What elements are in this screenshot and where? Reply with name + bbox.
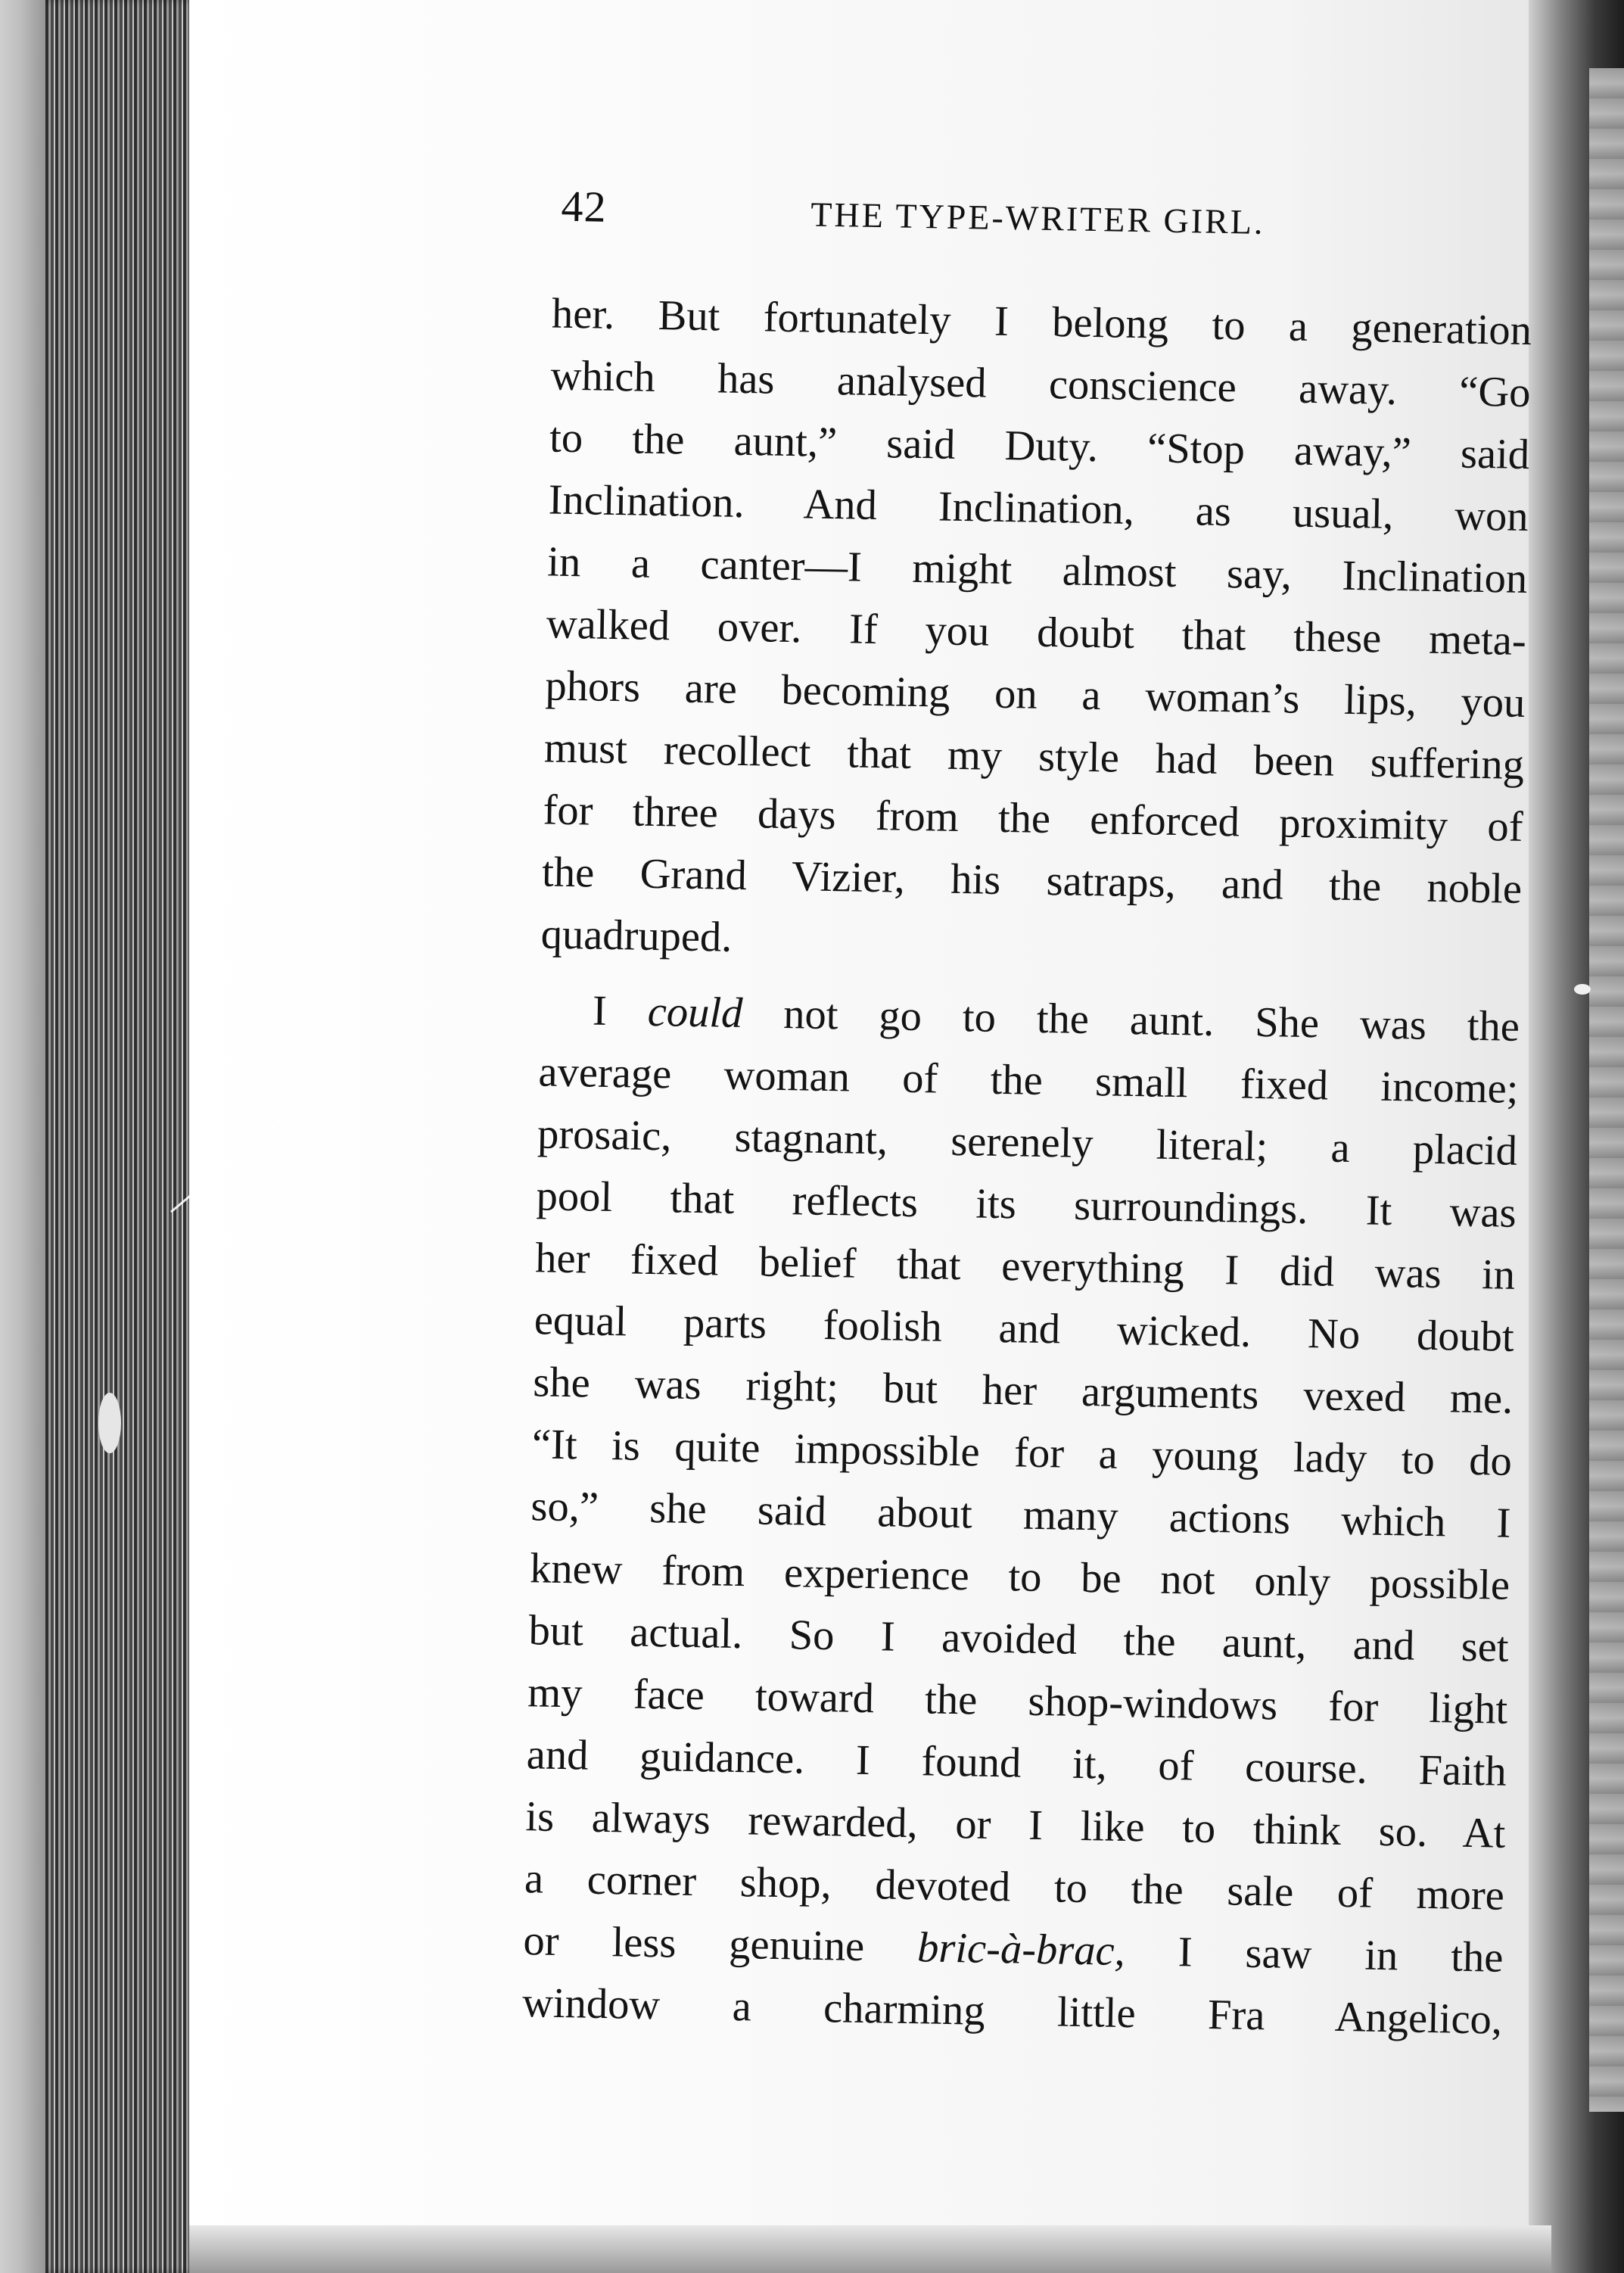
text-line: pool that reflects its surroundings. It was bbox=[536, 1172, 1517, 1237]
line-text: I saw in the bbox=[1125, 1928, 1504, 1982]
page-number: 42 bbox=[561, 181, 608, 232]
text-line: must recollect that my style had been suffering bbox=[543, 724, 1525, 789]
text-line: window a charming little Fra Angelico, bbox=[521, 1979, 1503, 2044]
text-line: Inclination. And Inclination, as usual, won bbox=[548, 476, 1529, 541]
body-text bbox=[521, 282, 1532, 2050]
text-line: my face toward the shop-windows for light bbox=[527, 1669, 1508, 1733]
text-line: the Grand Vizier, his satraps, and the noble bbox=[541, 848, 1523, 913]
text-line: knew from experience to be not only possible bbox=[529, 1545, 1510, 1609]
text-line: phors are becoming on a woman’s lips, you bbox=[544, 662, 1526, 727]
text-line: equal parts foolish and wicked. No doubt bbox=[534, 1297, 1515, 1361]
line-text: not go to the aunt. She was the bbox=[742, 990, 1520, 1051]
text-line: average woman of the small fixed income; bbox=[538, 1048, 1519, 1113]
text-line: a corner shop, devoted to the sale of more bbox=[524, 1855, 1505, 1920]
text-line: so,” she said about many actions which I bbox=[530, 1483, 1511, 1547]
text-line: and guidance. I found it, of course. Faith bbox=[526, 1731, 1507, 1795]
text-line: “It is quite impossible for a young lady to do bbox=[531, 1421, 1513, 1485]
text-line: but actual. So I avoided the aunt, and set bbox=[528, 1607, 1510, 1671]
text-line: quadruped. bbox=[540, 911, 733, 961]
running-title: THE TYPE-WRITER GIRL. bbox=[810, 195, 1265, 241]
paragraph-1 bbox=[540, 282, 1532, 982]
text-line: her. But fortunately I belong to a generation bbox=[551, 290, 1532, 355]
italic-phrase: bric-à-brac, bbox=[916, 1924, 1126, 1976]
text-line: walked over. If you doubt that these meta- bbox=[546, 600, 1527, 665]
text-line: to the aunt,” said Duty. “Stop away,” said bbox=[549, 414, 1530, 479]
text-line: her fixed belief that everything I did was in bbox=[534, 1235, 1516, 1299]
running-head bbox=[561, 181, 1545, 259]
text-line: which has analysed conscience away. “Go bbox=[550, 352, 1532, 417]
text-line: she was right; but her arguments vexed me. bbox=[532, 1359, 1514, 1423]
text-line: is always rewarded, or I like to think so. At bbox=[524, 1793, 1506, 1857]
text-line: for three days from the enforced proximity of bbox=[543, 786, 1523, 851]
text-line: in a canter—I might almost say, Inclination bbox=[546, 538, 1528, 603]
text-line: prosaic, stagnant, serenely literal; a placid bbox=[537, 1110, 1518, 1175]
line-text: or less genuine bbox=[523, 1917, 918, 1972]
line-text: I bbox=[592, 987, 649, 1035]
paragraph-2 bbox=[521, 979, 1520, 2050]
italic-word: could bbox=[647, 988, 743, 1038]
